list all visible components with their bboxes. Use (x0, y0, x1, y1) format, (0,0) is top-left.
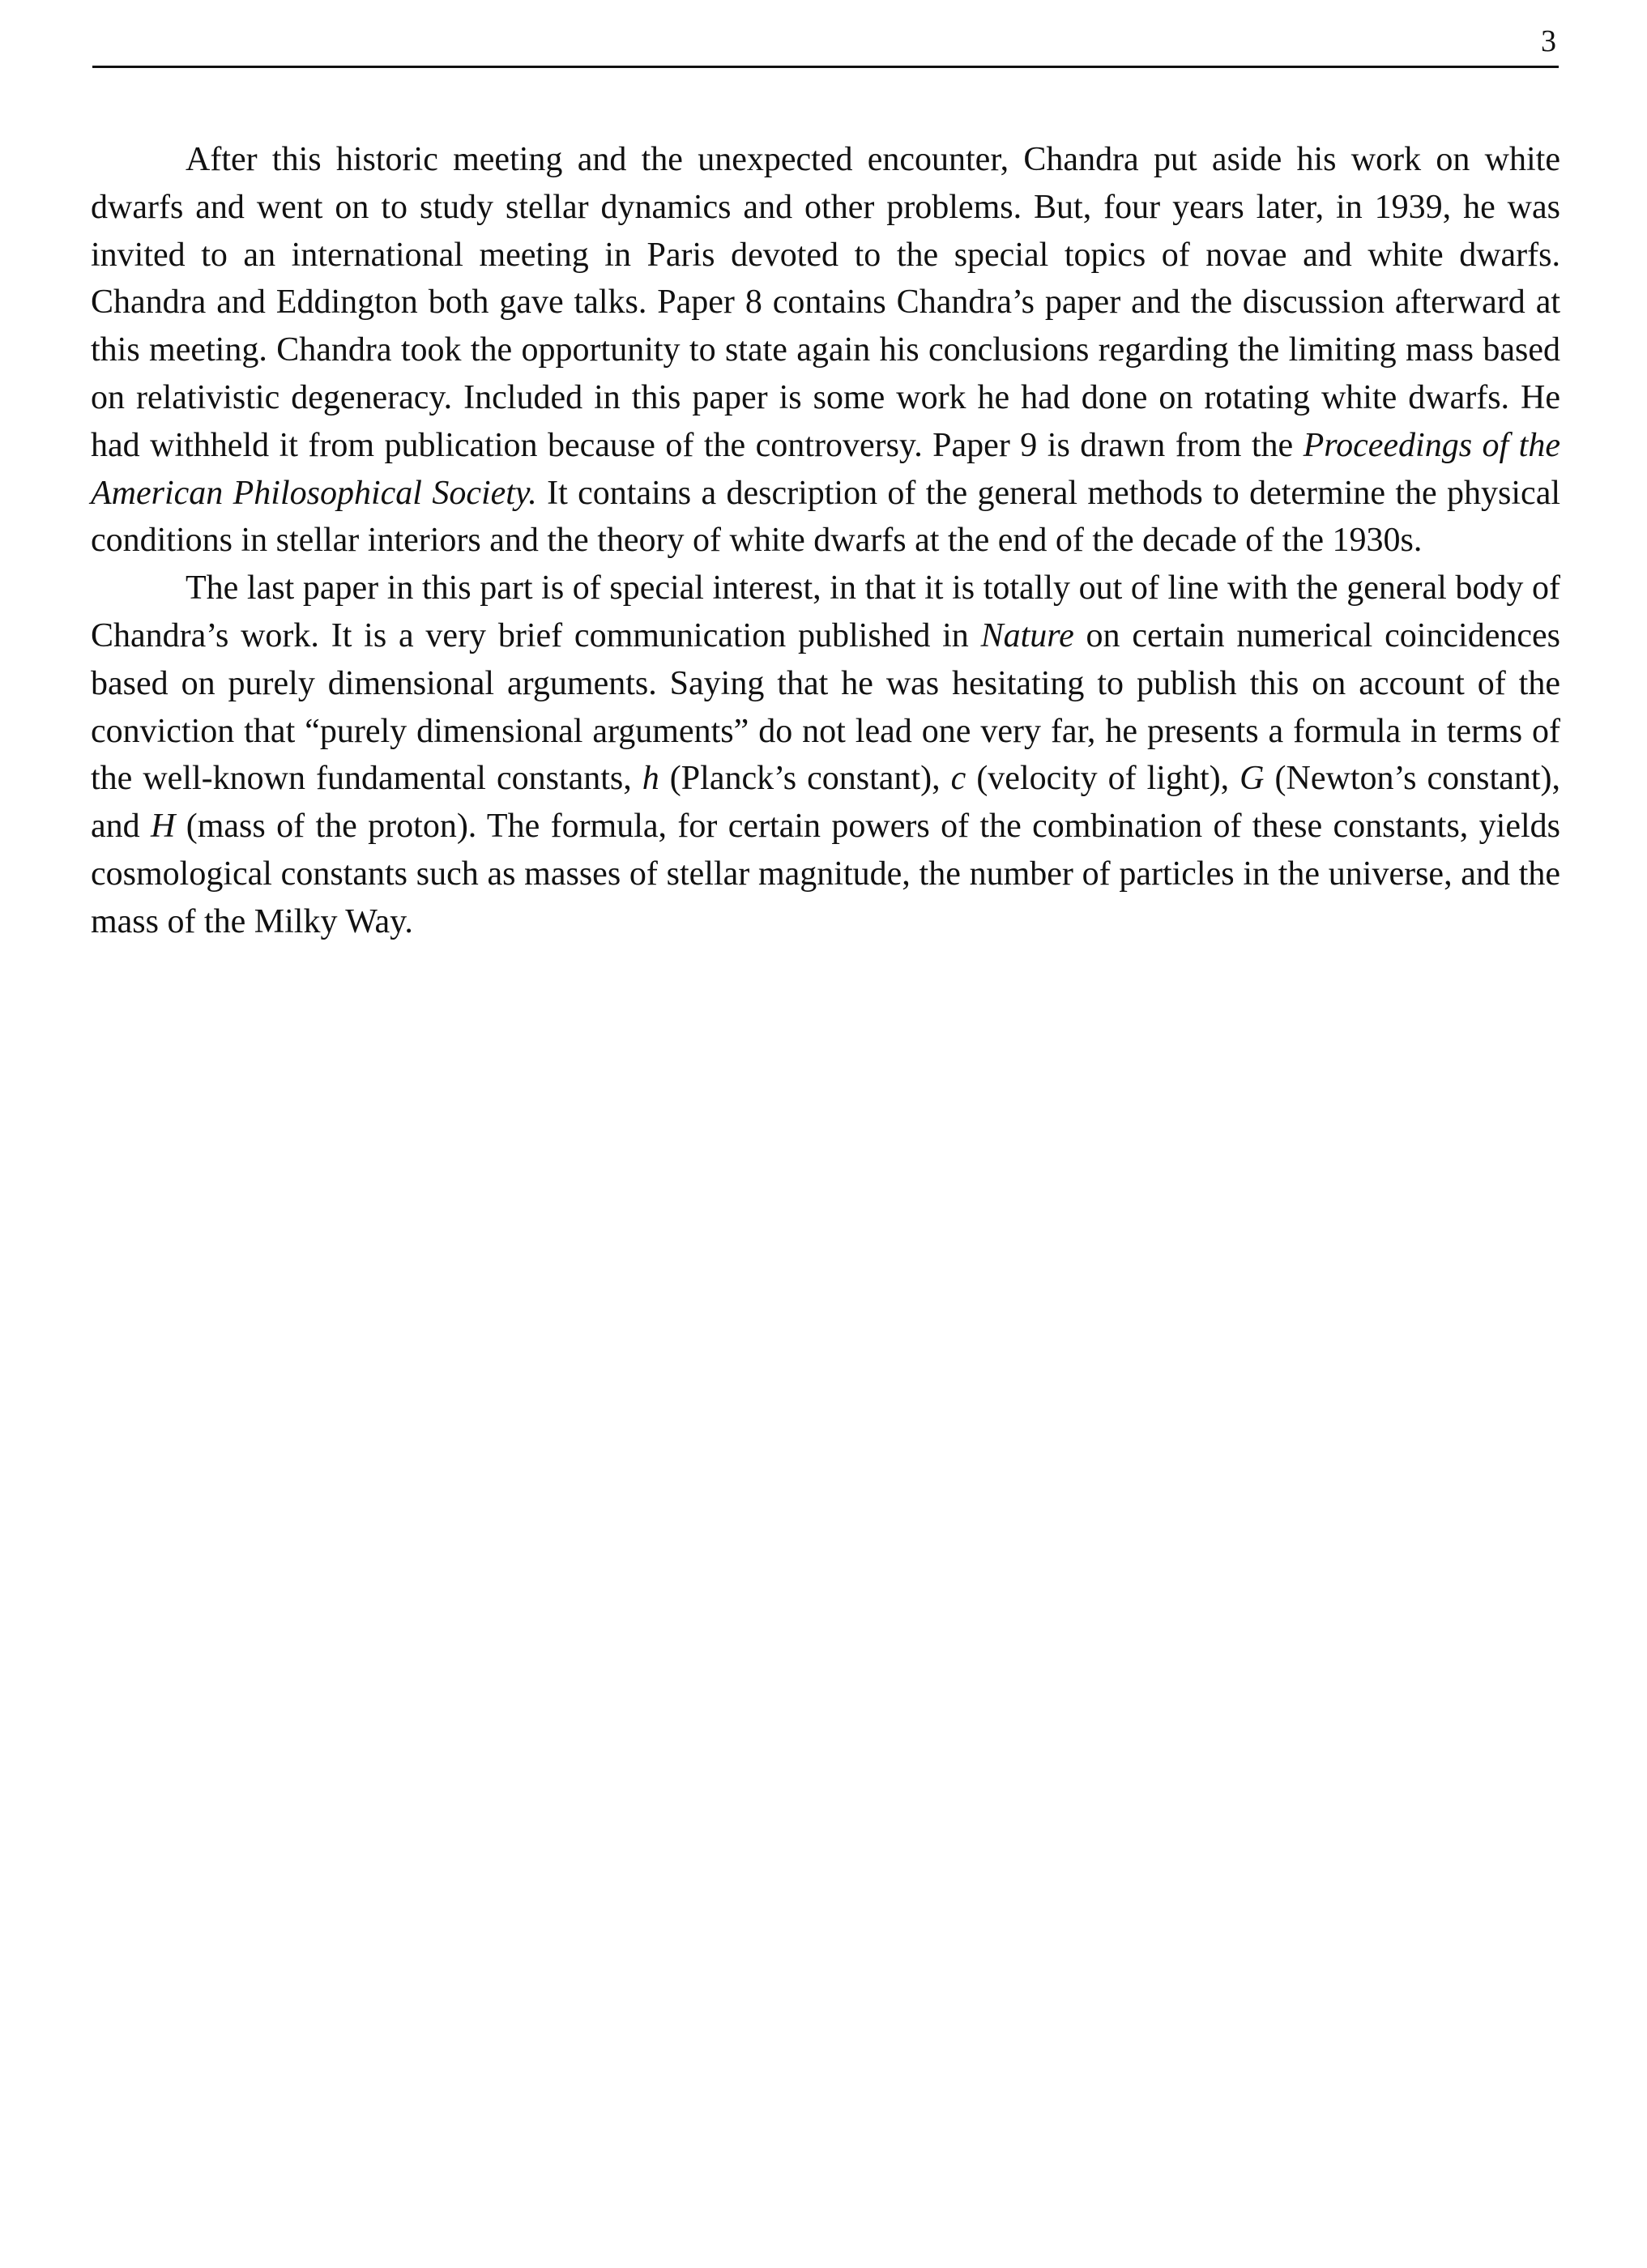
paragraph-2-text-f: (mass of the proton). The formula, for certain powers of the combination of these constants, yields cosmological constants such as masses of stellar magnitude, the number of particles in the universe, and the mass of the Milky Way. (91, 808, 1560, 940)
symbol-c: c (950, 760, 966, 798)
paragraph-2-text-d: (velocity of light), (966, 760, 1240, 798)
body-text (91, 136, 1560, 946)
paragraph-2-text-e: (Newton’s constant), and (91, 760, 1560, 846)
paragraph-2-text-c: (Planck’s constant), (659, 760, 951, 798)
paragraph-2 (91, 565, 1560, 945)
page-number: 3 (1541, 24, 1556, 58)
paragraph-1-text-b: It contains a description of the general methods to determine the physical conditions in stellar interiors and the theory of white dwarfs at the end of the decade of the 1930s. (91, 474, 1560, 560)
paragraph-2-text-b: on certain numerical coincidences based on purely dimensional arguments. Saying that he was hesitating to publish this on account of the conviction that “purely dimensional arguments” do not lead one very far, he presents a formula in terms of the well-known fundamental constants, (91, 616, 1560, 798)
symbol-H: H (151, 808, 176, 846)
symbol-h: h (642, 760, 659, 798)
symbol-G: G (1240, 760, 1265, 798)
paragraph-1-text-a: After this historic meeting and the unexpected encounter, Chandra put aside his work on white dwarfs and went on to study stellar dynamics and other problems. But, four years later, in 1939, he was invited to an international meeting in Paris devoted to the special topics of novae and white dwarfs. Chandra and Eddington both gave talks. Paper 8 contains Chandra’s paper and the discussion afterward at this meeting. Chandra took the opportunity to state again his conclusions regarding the limiting mass based on relativistic degeneracy. Included in this paper is some work he had done on rotating white dwarfs. He had withheld it from publication because of the controversy. Paper 9 is drawn from the (91, 141, 1560, 464)
journal-title-nature: Nature (980, 616, 1074, 654)
journal-title-proceedings: Proceedings of the American Philosophical Society. (91, 426, 1560, 512)
header-rule (92, 66, 1559, 68)
paragraph-2-text-a: The last paper in this part is of special interest, in that it is totally out of line with the general body of Chandra’s work. It is a very brief communication published in (91, 569, 1560, 654)
paragraph-1 (91, 136, 1560, 565)
